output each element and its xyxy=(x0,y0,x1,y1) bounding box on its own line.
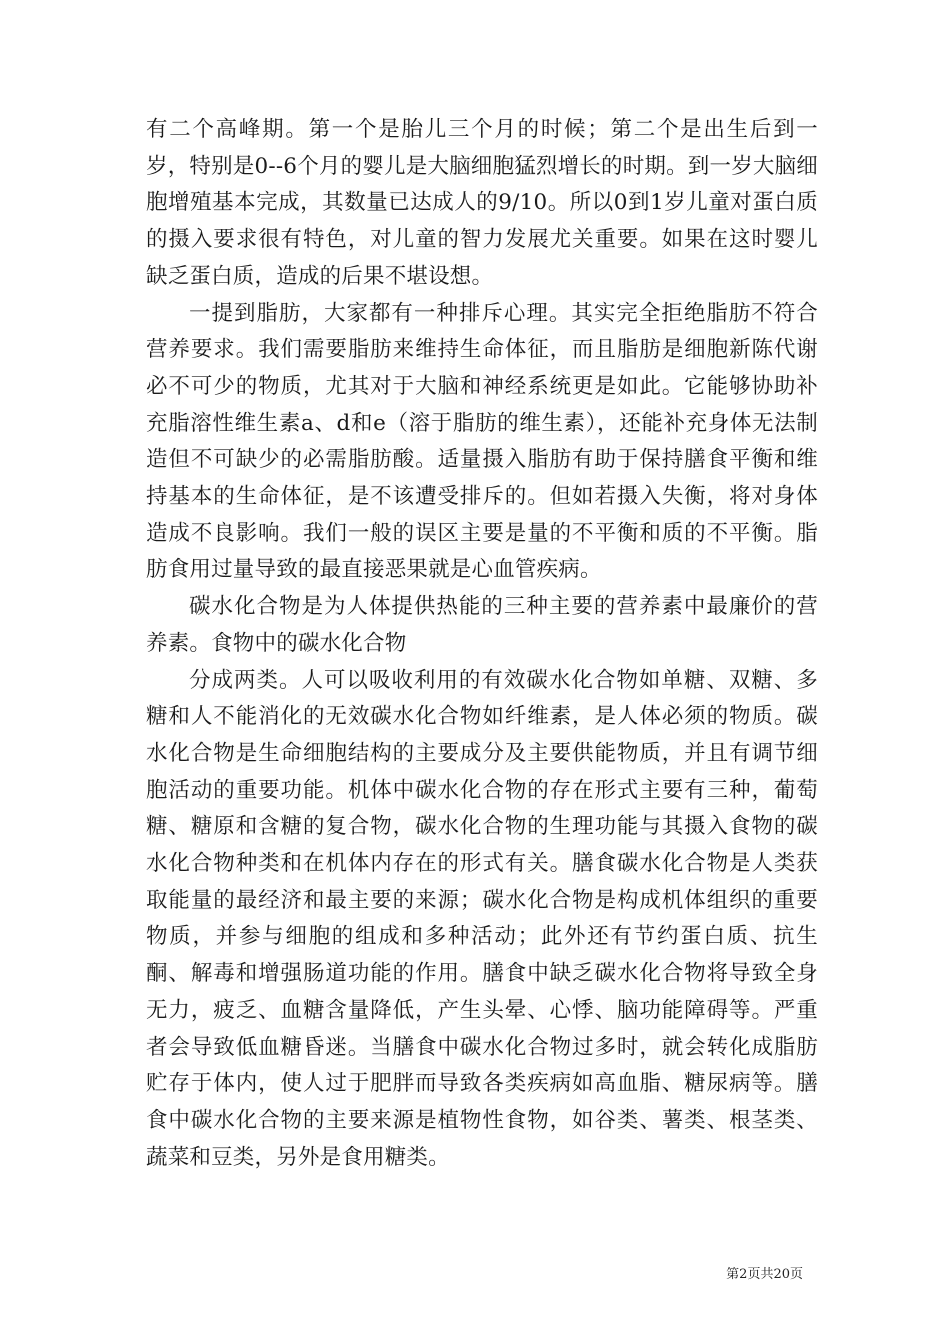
paragraph-fat: 一提到脂肪，大家都有一种排斥心理。其实完全拒绝脂肪不符合营养要求。我们需要脂肪来维持生命体征，而且脂肪是细胞新陈代谢必不可少的物质，尤其对于大脑和神经系统更是如此。它能够协助补充脂溶性维生素a、d和e（溶于脂肪的维生素），还能补充身体无法制造但不可缺少的必需脂肪酸。适量摄入脂肪有助于保持膳食平衡和维持基本的生命体征，是不该遭受排斥的。但如若摄入失衡，将对身体造成不良影响。我们一般的误区主要是量的不平衡和质的不平衡。脂肪食用过量导致的最直接恶果就是心血管疾病。 xyxy=(146,300,818,583)
page-number: 第2页共20页 xyxy=(726,1267,803,1282)
document-body xyxy=(146,112,818,1176)
paragraph-protein-growth: 有二个高峰期。第一个是胎儿三个月的时候；第二个是出生后到一岁，特别是0--6个月的婴儿是大脑细胞猛烈增长的时期。到一岁大脑细胞增殖基本完成，其数量已达成人的9/10。所以0到1岁儿童对蛋白质的摄入要求很有特色，对儿童的智力发展尤关重要。如果在这时婴儿缺乏蛋白质，造成的后果不堪设想。 xyxy=(146,117,818,289)
paragraph-carbohydrate-types: 分成两类。人可以吸收利用的有效碳水化合物如单糖、双糖、多糖和人不能消化的无效碳水化合物如纤维素，是人体必须的物质。碳水化合物是生命细胞结构的主要成分及主要供能物质，并且有调节细胞活动的重要功能。机体中碳水化合物的存在形式主要有三种，葡萄糖、糖原和含糖的复合物，碳水化合物的生理功能与其摄入食物的碳水化合物种类和在机体内存在的形式有关。膳食碳水化合物是人类获取能量的最经济和最主要的来源；碳水化合物是构成机体组织的重要物质，并参与细胞的组成和多种活动；此外还有节约蛋白质、抗生酮、解毒和增强肠道功能的作用。膳食中缺乏碳水化合物将导致全身无力，疲乏、血糖含量降低，产生头晕、心悸、脑功能障碍等。严重者会导致低血糖昏迷。当膳食中碳水化合物过多时，就会转化成脂肪贮存于体内，使人过于肥胖而导致各类疾病如高血脂、糖尿病等。膳食中碳水化合物的主要来源是植物性食物，如谷类、薯类、根茎类、蔬菜和豆类，另外是食用糖类。 xyxy=(146,667,818,1170)
paragraph-carbohydrate-intro: 碳水化合物是为人体提供热能的三种主要的营养素中最廉价的营养素。食物中的碳水化合物 xyxy=(146,594,818,656)
